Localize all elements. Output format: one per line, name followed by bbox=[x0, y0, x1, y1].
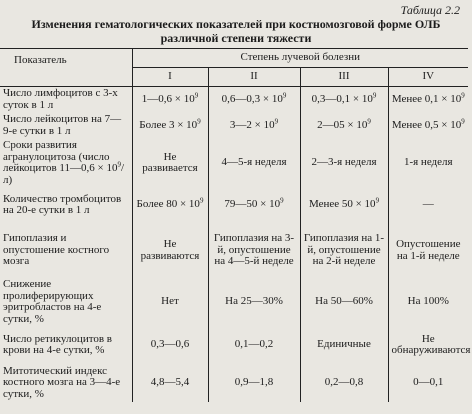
row-cell: На 25—30% bbox=[208, 278, 300, 326]
row-param: Число лейкоцитов на 7—9-е сутки в 1 л bbox=[0, 112, 132, 139]
row-cell: Менее $0,1 \times 10^9$ bbox=[391, 91, 465, 105]
row-cell: Не развивается bbox=[132, 139, 208, 187]
row-cell: На 50—60% bbox=[300, 278, 388, 326]
table-row bbox=[0, 187, 468, 223]
row-cell: Единичные bbox=[300, 326, 388, 364]
row-cell: 0,1—0,2 bbox=[208, 326, 300, 364]
row-cell: Нет bbox=[132, 278, 208, 326]
row-param: Митотический индекс костного мозга на 3—4-е сутки, % bbox=[0, 364, 132, 402]
table-row bbox=[0, 223, 468, 278]
table-row bbox=[0, 139, 468, 187]
row-cell: Гипоплазия на 3-й, опустошение на 4—5-й неделе bbox=[208, 223, 300, 278]
row-cell: 1—0,6 × $10^9$ bbox=[132, 87, 208, 113]
row-param: Число лимфоцитов с 3-х суток в 1 л bbox=[0, 87, 132, 113]
row-cell: 3—2 × $10^9$ bbox=[208, 112, 300, 139]
table-row bbox=[0, 87, 468, 113]
table-title: Изменения гематологических показателей при костномозговой форме ОЛБ различной степени тяжести bbox=[31, 17, 441, 45]
row-cell: 0,9—1,8 bbox=[208, 364, 300, 402]
row-cell: 0—0,1 bbox=[413, 376, 444, 389]
row-cell: Гипоплазия на 1-й, опустошение на 2-й неделе bbox=[300, 223, 388, 278]
row-cell: Не обнаруживаются bbox=[391, 332, 471, 356]
table-row bbox=[0, 364, 468, 402]
row-cell: Более $80 \times 10^9$ bbox=[132, 187, 208, 223]
header-col-4: IV bbox=[388, 68, 468, 87]
hematology-table bbox=[0, 48, 471, 402]
row-cell: 1-я неделя bbox=[403, 156, 453, 169]
row-cell: 2—3-я неделя bbox=[300, 139, 388, 187]
row-cell: 0,3—0,1 × $10^9$ bbox=[300, 87, 388, 113]
header-degree: Степень лучевой болезни bbox=[132, 49, 468, 68]
row-cell: На 100% bbox=[407, 295, 449, 308]
header-col-2: II bbox=[208, 68, 300, 87]
row-cell: 2—05 × $10^9$ bbox=[300, 112, 388, 139]
table-row bbox=[0, 278, 468, 326]
header-col-1: I bbox=[132, 68, 208, 87]
row-cell: Опустошение на 1-й неделе bbox=[396, 238, 461, 262]
row-cell: Более $3 \times 10^9$ bbox=[132, 112, 208, 139]
row-cell: — bbox=[422, 198, 434, 211]
row-cell: Менее $0,5 \times 10^9$ bbox=[391, 117, 465, 131]
table-row bbox=[0, 112, 468, 139]
row-param: Гипоплазия и опустошение костного мозга bbox=[0, 223, 132, 278]
row-cell: Менее $50 \times 10^9$ bbox=[300, 187, 388, 223]
header-param: Показатель bbox=[0, 49, 132, 87]
table-row bbox=[0, 326, 468, 364]
row-cell: 0,3—0,6 bbox=[132, 326, 208, 364]
row-cell: 79—50 × $10^9$ bbox=[208, 187, 300, 223]
row-param: Сроки развития агранулоцитоза (число лейкоцитов 11—0,6 × $10^9/л$) bbox=[0, 139, 132, 187]
header-col-3: III bbox=[300, 68, 388, 87]
row-cell: 4,8—5,4 bbox=[132, 364, 208, 402]
row-cell: 0,2—0,8 bbox=[300, 364, 388, 402]
row-cell: Не развиваются bbox=[132, 223, 208, 278]
table-number: Таблица 2.2 bbox=[400, 3, 460, 17]
row-param: Число ретикулоцитов в крови на 4-е сутки, % bbox=[0, 326, 132, 364]
row-cell: 4—5-я неделя bbox=[208, 139, 300, 187]
row-param: Снижение пролиферирующих эритробластов на 4-е сутки, % bbox=[0, 278, 132, 326]
row-cell: 0,6—0,3 × $10^9$ bbox=[208, 87, 300, 113]
row-param: Количество тромбоцитов на 20-е сутки в 1 л bbox=[0, 187, 132, 223]
